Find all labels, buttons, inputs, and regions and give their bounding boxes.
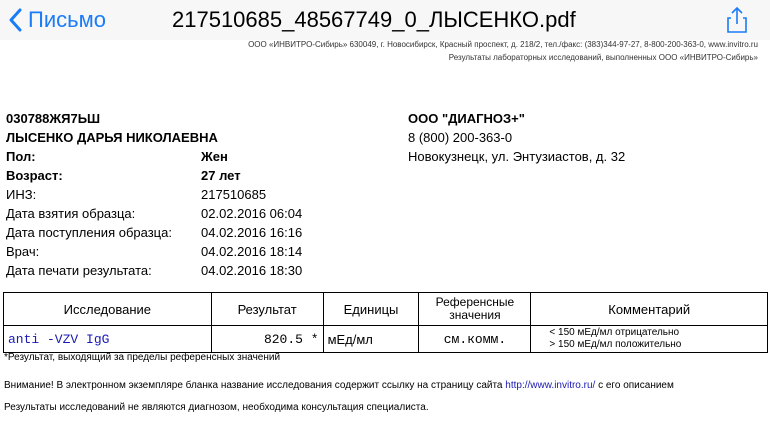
header-reference-line2: значения	[449, 308, 501, 322]
study-link[interactable]: anti -VZV IgG	[4, 326, 212, 353]
print-date-label: Дата печати результата:	[6, 263, 152, 278]
table-row	[4, 326, 768, 353]
doctor-label: Врач:	[6, 244, 40, 259]
comment-cell	[531, 326, 768, 353]
lab-header-address: ООО «ИНВИТРО-Сибирь» 630049, г. Новосибирск, Красный проспект, д. 218/2, тел./факс: (383)344-97-27, 8-800-200-363-0, www.invitro.ru	[248, 40, 758, 49]
print-date-value: 04.02.2016 18:30	[201, 263, 303, 278]
navigation-bar	[0, 0, 770, 40]
clinic-phone: 8 (800) 200-363-0	[408, 130, 513, 145]
notice-prefix: Внимание! В электронном экземпляре бланка название исследования содержит ссылку на страницу сайта	[4, 380, 503, 391]
comment-line2: > 150 мЕд/мл положительно	[549, 339, 682, 350]
sample-date-label: Дата взятия образца:	[6, 206, 136, 221]
clinic-name: ООО "ДИАГНОЗ+"	[408, 111, 525, 126]
footnote: *Результат, выходящий за пределы референсных значений	[4, 352, 281, 363]
header-study: Исследование	[4, 293, 212, 326]
notice-suffix: с его описанием	[598, 380, 674, 391]
result-value: 820.5 *	[211, 326, 323, 353]
units-value: мЕд/мл	[323, 326, 419, 353]
back-button[interactable]	[8, 4, 106, 36]
receipt-date-label: Дата поступления образца:	[6, 225, 172, 240]
pdf-document	[0, 40, 770, 434]
age-label: Возраст:	[6, 168, 63, 183]
sex-label: Пол:	[6, 149, 36, 164]
header-result: Результат	[211, 293, 323, 326]
lab-header-caption: Результаты лабораторных исследований, выполненных ООО «ИНВИТРО-Сибирь»	[448, 53, 758, 62]
header-reference-line1: Референсные	[435, 295, 515, 309]
share-button[interactable]	[726, 6, 748, 39]
share-icon	[726, 6, 748, 34]
results-table-header	[4, 293, 768, 326]
notice	[4, 380, 674, 391]
doctor-value: 04.02.2016 18:14	[201, 244, 303, 259]
disclaimer: Результаты исследований не являются диагнозом, необходима консультация специалиста.	[4, 402, 429, 413]
header-units: Единицы	[323, 293, 419, 326]
header-comments: Комментарий	[531, 293, 768, 326]
inz-label: ИНЗ:	[6, 187, 37, 202]
sample-date-value: 02.02.2016 06:04	[201, 206, 303, 221]
chevron-left-icon	[8, 8, 22, 32]
patient-code: 030788ЖЯ7ЬШ	[6, 111, 101, 126]
patient-name: ЛЫСЕНКО ДАРЬЯ НИКОЛАЕВНА	[6, 130, 218, 145]
header-reference	[419, 293, 531, 326]
results-table	[3, 292, 768, 353]
comment-line1: < 150 мЕд/мл отрицательно	[549, 327, 680, 338]
back-button-label: Письмо	[28, 7, 106, 32]
document-title: 217510685_48567749_0_ЛЫСЕНКО.pdf	[172, 7, 576, 32]
clinic-address: Новокузнецк, ул. Энтузиастов, д. 32	[408, 149, 626, 164]
age-value: 27 лет	[201, 168, 241, 183]
inz-value: 217510685	[201, 187, 267, 202]
reference-value: см.комм.	[419, 326, 531, 353]
receipt-date-value: 04.02.2016 16:16	[201, 225, 303, 240]
sex-value: Жен	[201, 149, 228, 164]
invitro-link[interactable]: http://www.invitro.ru/	[505, 380, 596, 391]
